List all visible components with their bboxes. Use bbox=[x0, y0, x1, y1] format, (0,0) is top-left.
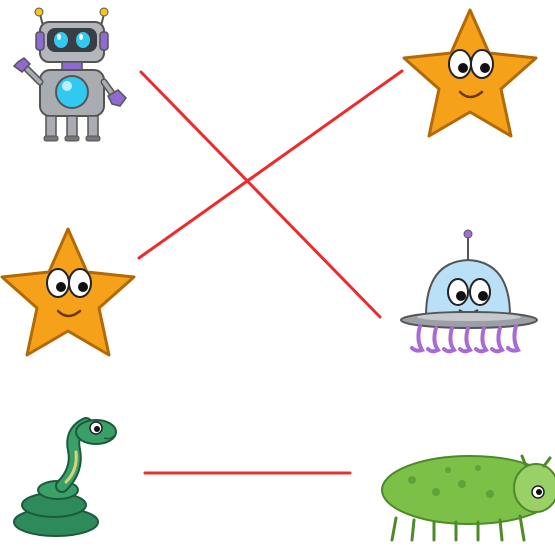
connection-line-robot-to-ufo bbox=[141, 72, 380, 317]
starfish-icon[interactable] bbox=[2, 229, 134, 355]
robot-icon[interactable] bbox=[14, 8, 126, 141]
ufo-alien-icon[interactable] bbox=[401, 230, 537, 351]
caterpillar-icon[interactable] bbox=[382, 456, 555, 540]
starfish-icon[interactable] bbox=[404, 10, 536, 136]
snake-icon[interactable] bbox=[14, 420, 116, 536]
connection-line-starfish-to-starfish bbox=[139, 71, 402, 258]
